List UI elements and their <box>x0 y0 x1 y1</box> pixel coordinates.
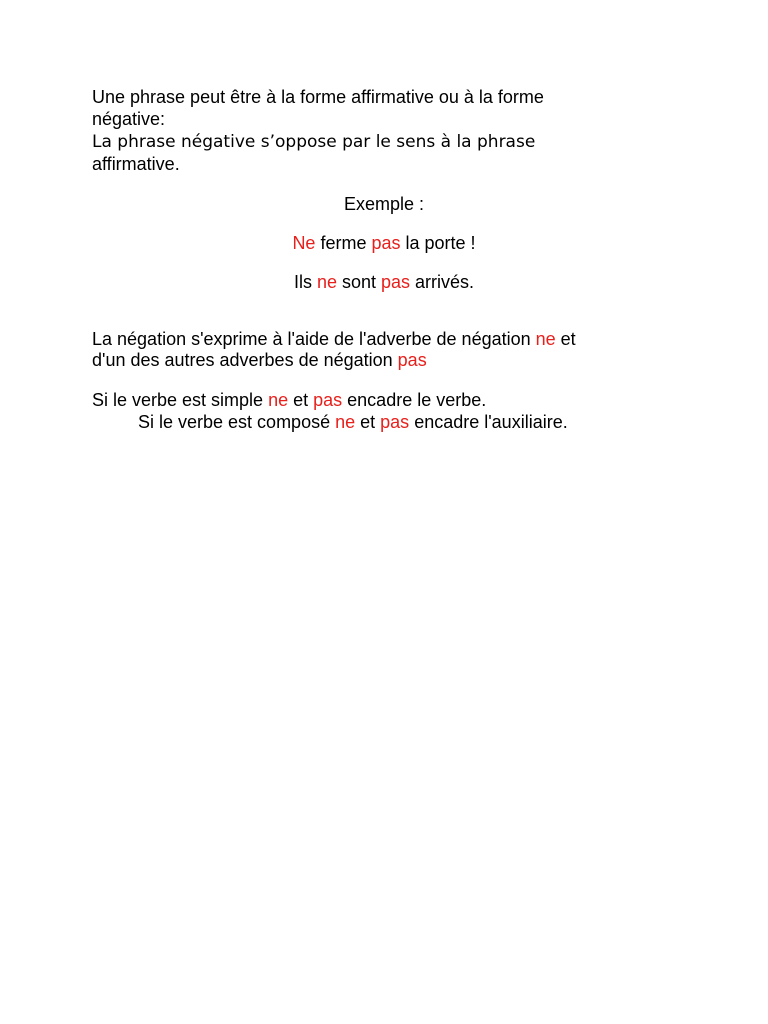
example-sentence-1 <box>0 233 768 254</box>
intro-line-2: négative: <box>92 109 166 129</box>
sentence-text: arrivés. <box>410 272 475 292</box>
rule-text: et <box>355 412 381 432</box>
sentence-text: ferme <box>315 233 372 253</box>
sentence-text: sont <box>336 272 382 292</box>
sentence-text: la porte ! <box>400 233 476 253</box>
paragraph-text: et <box>555 329 576 349</box>
rule-text: et <box>288 390 314 410</box>
example-heading: Exemple : <box>343 194 425 214</box>
intro-line-1: Une phrase peut être à la forme affirmative ou à la forme <box>92 87 544 107</box>
rule-text: Si le verbe est simple <box>92 390 269 410</box>
example-sentence-2 <box>0 272 768 293</box>
negation-word-ne: ne <box>335 412 356 432</box>
rule-text: Si le verbe est composé <box>138 412 336 432</box>
negation-line-1 <box>92 329 576 350</box>
negation-word-ne: Ne <box>292 233 316 253</box>
rule-compose <box>138 412 568 433</box>
rule-text: encadre l'auxiliaire. <box>409 412 568 432</box>
negation-word-ne: ne <box>535 329 556 349</box>
sentence-text: Ils <box>293 272 317 292</box>
paragraph-text: La négation s'exprime à l'aide de l'adverbe de négation <box>92 329 536 349</box>
rule-text: encadre le verbe. <box>342 390 487 410</box>
negation-word-ne: ne <box>316 272 337 292</box>
negation-word-pas: pas <box>313 390 343 410</box>
rule-simple <box>92 390 486 411</box>
negation-word-pas: pas <box>381 272 411 292</box>
negation-word-pas: pas <box>397 350 427 370</box>
negation-word-pas: pas <box>380 412 410 432</box>
negation-line-2 <box>92 350 427 371</box>
paragraph-text: d'un des autres adverbes de négation <box>92 350 398 370</box>
intro-line-3: La phrase négative s’oppose par le sens à la phrase <box>92 132 536 152</box>
intro-line-4: affirmative. <box>92 154 180 174</box>
negation-word-ne: ne <box>268 390 289 410</box>
negation-word-pas: pas <box>371 233 401 253</box>
